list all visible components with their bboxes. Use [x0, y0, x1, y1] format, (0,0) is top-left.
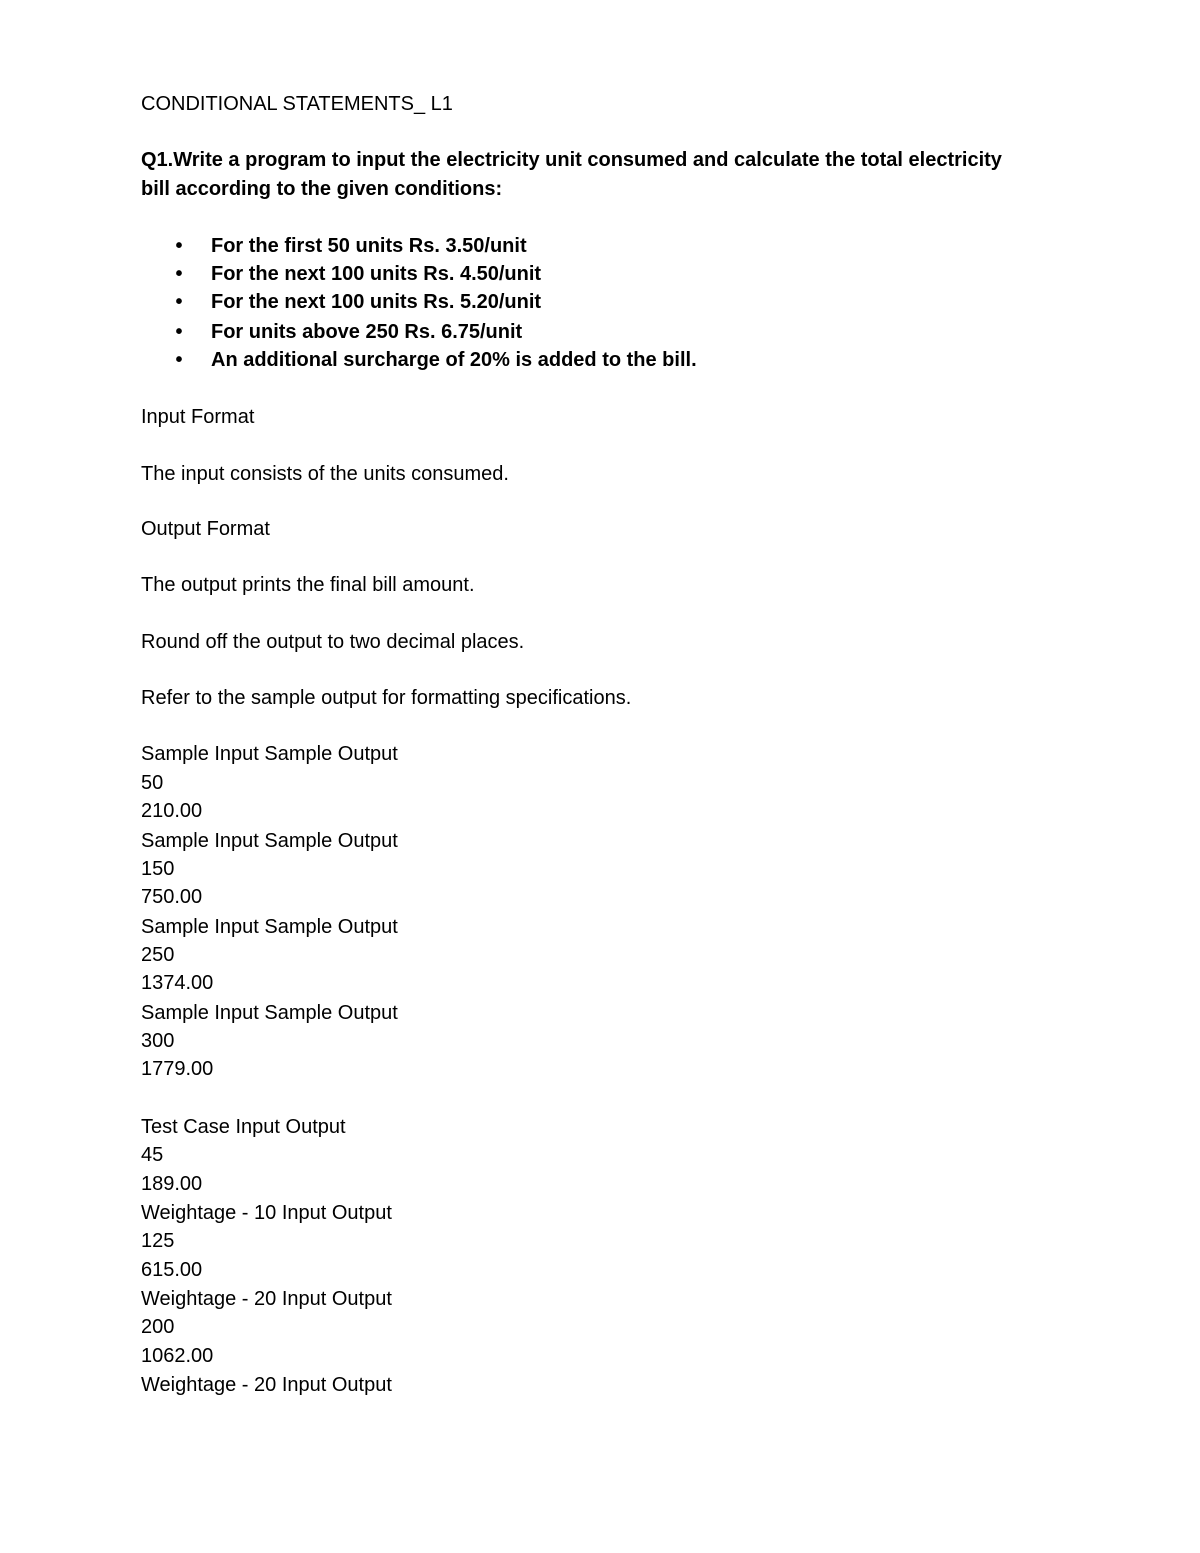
- sample-input: 250: [141, 944, 175, 966]
- sample-header: Sample Input Sample Output: [141, 916, 398, 938]
- sample-output: 1374.00: [141, 972, 214, 994]
- test-case-header: Test Case Input Output: [141, 1116, 346, 1138]
- condition-text: For the first 50 units Rs. 3.50/unit: [211, 235, 527, 257]
- question-line-1: Q1.Write a program to input the electricity unit consumed and calculate the total electricity: [141, 149, 1002, 171]
- bullet-icon: •: [175, 321, 183, 343]
- bullet-icon: •: [175, 263, 183, 285]
- sample-header: Sample Input Sample Output: [141, 1002, 398, 1024]
- refer-note: Refer to the sample output for formatting specifications.: [141, 687, 632, 709]
- round-note: Round off the output to two decimal places.: [141, 631, 525, 653]
- test-case-output: 189.00: [141, 1173, 203, 1195]
- condition-text: For units above 250 Rs. 6.75/unit: [211, 321, 523, 343]
- input-format-text: The input consists of the units consumed.: [141, 463, 509, 485]
- bullet-icon: •: [175, 235, 183, 257]
- sample-output: 210.00: [141, 800, 203, 822]
- sample-header: Sample Input Sample Output: [141, 830, 398, 852]
- document-title: CONDITIONAL STATEMENTS_ L1: [141, 93, 453, 115]
- test-case-input: 125: [141, 1230, 175, 1252]
- output-format-text: The output prints the final bill amount.: [141, 574, 475, 596]
- test-case-output: 615.00: [141, 1259, 203, 1281]
- condition-text: For the next 100 units Rs. 5.20/unit: [211, 291, 542, 313]
- bullet-icon: •: [175, 291, 183, 313]
- test-case-header: Weightage - 10 Input Output: [141, 1202, 392, 1224]
- test-case-header: Weightage - 20 Input Output: [141, 1288, 392, 1310]
- condition-text: For the next 100 units Rs. 4.50/unit: [211, 263, 542, 285]
- input-format-heading: Input Format: [141, 406, 255, 428]
- sample-input: 300: [141, 1030, 175, 1052]
- test-case-output: 1062.00: [141, 1345, 214, 1367]
- sample-input: 150: [141, 858, 175, 880]
- test-case-input: 45: [141, 1144, 164, 1166]
- output-format-heading: Output Format: [141, 518, 270, 540]
- sample-input: 50: [141, 772, 164, 794]
- sample-header: Sample Input Sample Output: [141, 743, 398, 765]
- bullet-icon: •: [175, 349, 183, 371]
- sample-output: 750.00: [141, 886, 203, 908]
- test-case-header: Weightage - 20 Input Output: [141, 1374, 392, 1396]
- question-line-2: bill according to the given conditions:: [141, 178, 503, 200]
- test-case-input: 200: [141, 1316, 175, 1338]
- condition-text: An additional surcharge of 20% is added to the bill.: [211, 349, 697, 371]
- sample-output: 1779.00: [141, 1058, 214, 1080]
